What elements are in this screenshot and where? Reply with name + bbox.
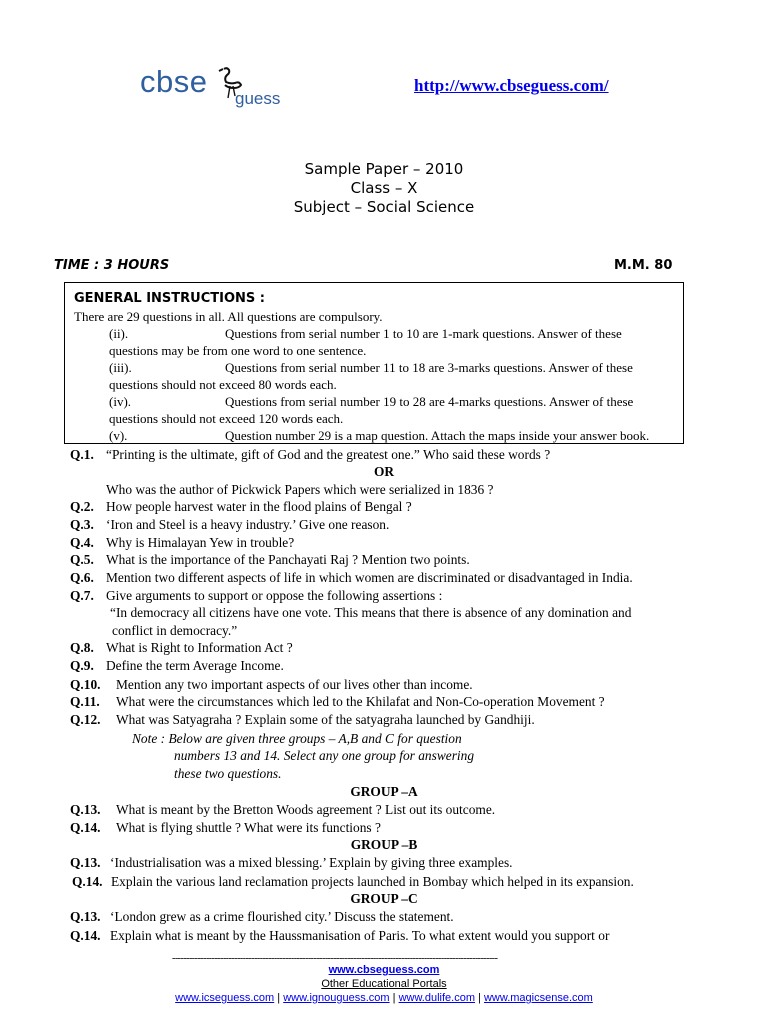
instruction-line: There are 29 questions in all. All questions are compulsory.	[74, 309, 383, 324]
time-label: TIME : 3 HOURS	[54, 258, 170, 273]
question-text: How people harvest water in the flood plains of Bengal ?	[106, 499, 412, 514]
question-text: Explain what is meant by the Haussmanisation of Paris. To what extent would you support or	[110, 928, 610, 943]
instruction-line: Questions from serial number 19 to 28 are 4-marks questions. Answer of these	[225, 394, 634, 409]
question-number: Q.13.	[70, 802, 101, 817]
footer-portal-links	[0, 992, 768, 1004]
instruction-number: (v).	[109, 428, 128, 443]
question-text: What is Right to Information Act ?	[106, 640, 293, 655]
question-text: Define the term Average Income.	[106, 658, 284, 673]
subject-title: Subject – Social Science	[293, 198, 475, 216]
question-number: Q.11.	[70, 694, 100, 709]
question-number: Q.14.	[70, 928, 101, 943]
question-text: What was Satyagraha ? Explain some of the satyagraha launched by Gandhiji.	[116, 712, 535, 727]
instructions-heading: GENERAL INSTRUCTIONS :	[74, 291, 265, 306]
question-text: What is flying shuttle ? What were its functions ?	[116, 820, 381, 835]
question-text: Give arguments to support or oppose the following assertions :	[106, 588, 443, 603]
portal-link-magicsense[interactable]: www.magicsense.com	[483, 992, 593, 1004]
instruction-line: questions may be from one word to one sentence.	[109, 343, 367, 358]
question-number: Q.9.	[70, 658, 94, 673]
portals-label: Other Educational Portals	[321, 978, 447, 990]
link-separator: |	[389, 992, 399, 1004]
paper-title: Sample Paper – 2010	[304, 160, 464, 178]
question-text: “Printing is the ultimate, gift of God and the greatest one.” Who said these words ?	[106, 447, 551, 462]
question-text: Mention any two important aspects of our lives other than income.	[116, 677, 473, 692]
footer-divider: -------------------------------------------------------------------------------------------------------------------	[172, 953, 498, 964]
general-instructions-box	[64, 282, 684, 444]
question-text: Who was the author of Pickwick Papers which were serialized in 1836 ?	[106, 482, 494, 497]
link-separator: |	[475, 992, 484, 1004]
group-b-heading: GROUP –B	[350, 837, 418, 852]
question-number: Q.5.	[70, 552, 94, 567]
portal-link-icseguess[interactable]: www.icseguess.com	[175, 992, 275, 1004]
question-number: Q.13.	[70, 855, 101, 870]
instruction-number: (ii).	[109, 326, 129, 341]
question-text: ‘London grew as a crime flourished city.’ Discuss the statement.	[110, 909, 454, 924]
group-a-heading: GROUP –A	[350, 784, 418, 799]
question-number: Q.12.	[70, 712, 101, 727]
question-number: Q.14.	[70, 820, 101, 835]
instruction-number: (iii).	[109, 360, 132, 375]
question-number: Q.2.	[70, 499, 94, 514]
question-number: Q.7.	[70, 588, 94, 603]
group-note: Note : Below are given three groups – A,B and C for question	[132, 731, 462, 746]
class-title: Class – X	[350, 179, 418, 197]
group-note: these two questions.	[174, 766, 282, 781]
question-text: Mention two different aspects of life in which women are discriminated or disadvantaged in India.	[106, 570, 633, 585]
footer-site-link[interactable]: www.cbseguess.com	[328, 964, 440, 976]
footer-site	[0, 964, 768, 976]
question-number: Q.13.	[70, 909, 101, 924]
cbseguess-logo	[140, 64, 310, 114]
instruction-line: questions should not exceed 120 words each.	[109, 411, 344, 426]
question-number: Q.6.	[70, 570, 94, 585]
question-text: What is the importance of the Panchayati Raj ? Mention two points.	[106, 552, 470, 567]
group-c-heading: GROUP –C	[350, 891, 418, 906]
instruction-number: (iv).	[109, 394, 132, 409]
footer-portals-label	[0, 978, 768, 990]
question-number: Q.8.	[70, 640, 94, 655]
link-separator: |	[274, 992, 284, 1004]
question-number: Q.10.	[70, 677, 101, 692]
logo-text: cbse	[140, 64, 208, 99]
question-number: Q.3.	[70, 517, 94, 532]
question-text: What were the circumstances which led to the Khilafat and Non-Co-operation Movement ?	[116, 694, 605, 709]
portal-link-dulife[interactable]: www.dulife.com	[398, 992, 475, 1004]
or-separator: OR	[373, 464, 395, 479]
instruction-line: Question number 29 is a map question. Attach the maps inside your answer book.	[225, 428, 650, 443]
question-number: Q.14.	[72, 874, 103, 889]
instruction-line: Questions from serial number 1 to 10 are 1-mark questions. Answer of these	[225, 326, 622, 341]
group-note: numbers 13 and 14. Select any one group for answering	[174, 748, 475, 763]
question-text: What is meant by the Bretton Woods agreement ? List out its outcome.	[116, 802, 496, 817]
instruction-line: questions should not exceed 80 words each.	[109, 377, 337, 392]
header-site-link[interactable]: http://www.cbseguess.com/	[414, 76, 609, 95]
question-text: Explain the various land reclamation projects launched in Bombay which helped in its expansion.	[111, 874, 634, 889]
logo-subtext: guess	[235, 89, 281, 108]
max-marks-label: M.M. 80	[614, 258, 673, 273]
instruction-line: Questions from serial number 11 to 18 are 3-marks questions. Answer of these	[225, 360, 633, 375]
question-text: ‘Iron and Steel is a heavy industry.’ Give one reason.	[106, 517, 390, 532]
question-text: ‘Industrialisation was a mixed blessing.’ Explain by giving three examples.	[110, 855, 513, 870]
question-number: Q.1.	[70, 447, 94, 462]
portal-link-ignouguess[interactable]: www.ignouguess.com	[283, 992, 390, 1004]
question-number: Q.4.	[70, 535, 94, 550]
question-text: “In democracy all citizens have one vote. This means that there is absence of any domination and	[110, 605, 632, 620]
question-text: conflict in democracy.”	[112, 623, 238, 638]
question-text: Why is Himalayan Yew in trouble?	[106, 535, 295, 550]
